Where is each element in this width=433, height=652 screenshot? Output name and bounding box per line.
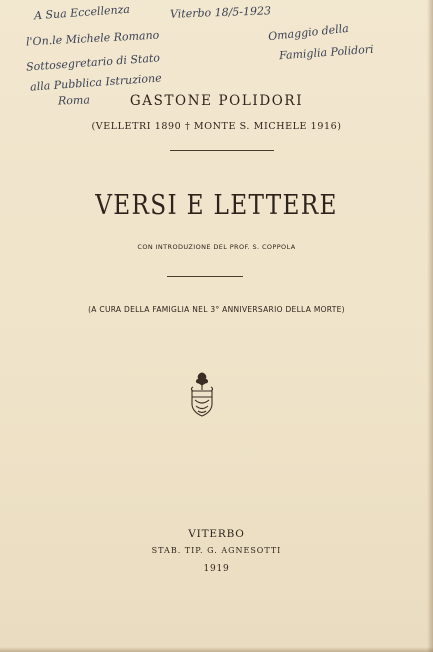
introduction-credit: CON INTRODUZIONE DEL PROF. S. COPPOLA	[137, 243, 296, 251]
dedication-line-4: alla Pubblica Istruzione	[29, 71, 163, 94]
divider-top	[170, 150, 274, 151]
page-edge-right	[427, 0, 433, 652]
page-edge-bottom	[0, 647, 433, 652]
author-name: GASTONE POLIDORI	[129, 93, 304, 109]
dedication-line-2: l'On.le Michele Romano	[25, 28, 160, 49]
gift-line-2: Famiglia Polidori	[278, 42, 374, 63]
publication-year: 1919	[203, 564, 230, 574]
dedication-line-5: Roma	[57, 93, 91, 108]
printer-emblem	[187, 370, 217, 420]
dedication-line-1: A Sua Eccellenza	[33, 2, 131, 23]
author-dates: (VELLETRI 1890 † MONTE S. MICHELE 1916)	[91, 121, 342, 132]
printer-name: STAB. TIP. G. AGNESOTTI	[151, 546, 282, 555]
edition-note: (A CURA DELLA FAMIGLIA NEL 3° ANNIVERSARIO DELLA MORTE)	[88, 305, 345, 314]
publication-city: VITERBO	[188, 528, 245, 540]
handwritten-date: Viterbo 18/5-1923	[169, 4, 272, 21]
dedication-line-3: Sottosegretario di Stato	[25, 51, 161, 74]
gift-line-1: Omaggio della	[267, 21, 350, 44]
divider-middle	[167, 276, 243, 277]
book-title: VERSI E LETTERE	[95, 190, 338, 221]
